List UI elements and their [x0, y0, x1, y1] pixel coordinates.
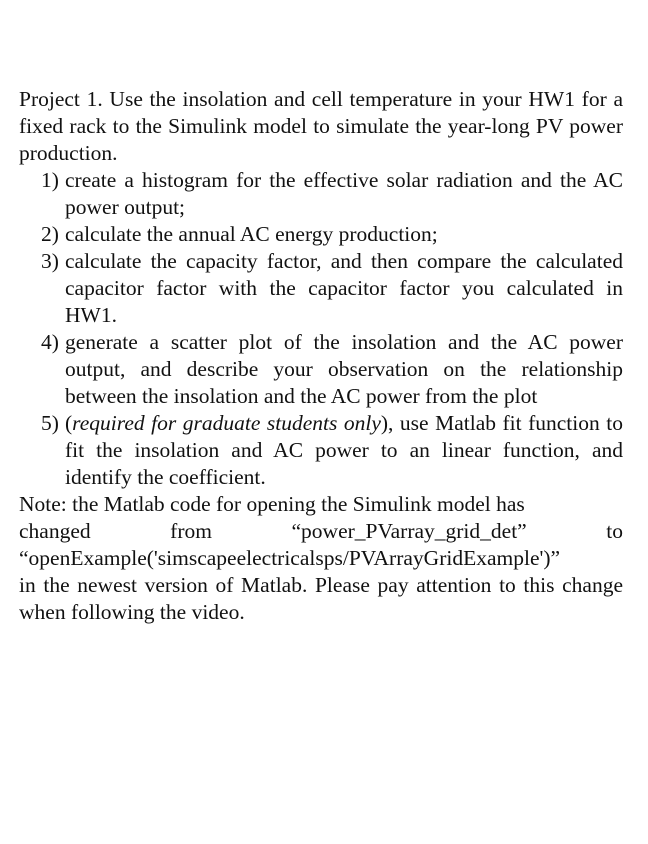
graduate-requirement-note: required for graduate students only: [72, 411, 381, 435]
note-word-changed: changed: [19, 519, 91, 543]
project-intro: Project 1. Use the insolation and cell temperature in your HW1 for a fixed rack to the Simulink model to simulate the year-long PV power production.: [19, 87, 623, 165]
task-text: create a histogram for the effective solar radiation and the AC power output;: [65, 168, 623, 219]
task-open-paren: (: [65, 411, 73, 435]
note-tail: in the newest version of Matlab. Please pay attention to this change when following the video.: [19, 573, 623, 624]
task-number: 5): [41, 411, 59, 435]
task-item-4: [19, 329, 623, 410]
task-item-1: [19, 167, 623, 221]
task-number: 2): [41, 222, 59, 246]
task-number: 1): [41, 168, 59, 192]
task-text: ), use Matlab fit function to fit the insolation and AC power to an linear function, and identify the coefficient.: [65, 411, 623, 489]
task-text: calculate the capacity factor, and then compare the calculated capacitor factor with the capacitor factor you calculated in HW1.: [65, 249, 623, 327]
task-item-2: [19, 221, 623, 248]
task-text: generate a scatter plot of the insolation and the AC power output, and describe your observation on the relationship between the insolation and the AC power from the plot: [65, 330, 623, 408]
task-number: 4): [41, 330, 59, 354]
new-command-code: “openExample('simscapeelectricalsps/PVArrayGridExample')”: [19, 546, 561, 570]
task-number: 3): [41, 249, 59, 273]
task-item-5: [19, 410, 623, 491]
note-word-from: from: [170, 519, 212, 543]
task-text: calculate the annual AC energy production;: [65, 222, 438, 246]
note-line-2: [19, 518, 623, 545]
note-line-1: Note: the Matlab code for opening the Simulink model has: [19, 492, 525, 516]
assignment-document: [19, 86, 623, 626]
note-block: [19, 491, 623, 626]
task-list: [19, 167, 623, 491]
note-word-to: to: [606, 519, 623, 543]
task-item-3: [19, 248, 623, 329]
old-command-code: “power_PVarray_grid_det”: [291, 519, 527, 543]
